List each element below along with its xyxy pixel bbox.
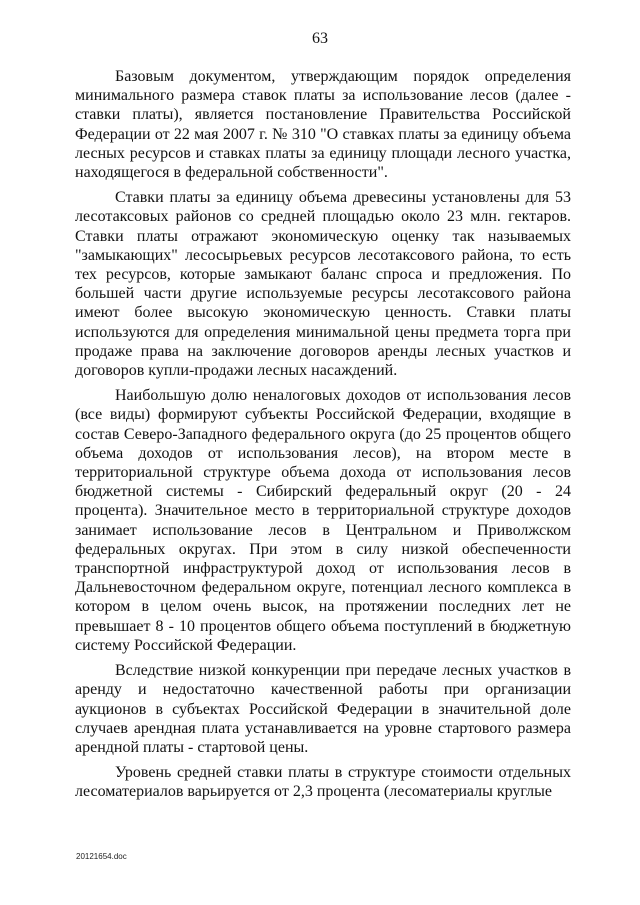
document-body	[75, 67, 571, 808]
paragraph-average-rate: Уровень средней ставки платы в структуре стоимости отдельных лесоматериалов варьируется от 2,3 процента (лесоматериалы круглые	[75, 764, 571, 801]
footer-document-code: 20121654.doc	[76, 852, 127, 861]
page-number: 63	[312, 30, 328, 47]
paragraph-volume-rates: Ставки платы за единицу объема древесины установлены для 53 лесотаксовых районов со средней площадью около 23 млн. гектаров. Ставки платы отражают экономическую оценку так называемых "замыкающих" лесосырьевых ресурсов лесотаксового района, то есть тех ресурсов, которые замыкают баланс спроса и предложения. По большей части другие используемые ресурсы лесотаксового района имеют более высокую экономическую ценность. Ставки платы используются для определения минимальной цены предмета торга при продаже права на заключение договоров аренды лесных участков и договоров купли-продажи лесных насаждений.	[75, 189, 571, 380]
paragraph-base-document: Базовым документом, утверждающим порядок определения минимального размера ставок платы за использование лесов (далее - ставки платы), является постановление Правительства Российской Федерации от 22 мая 2007 г. № 310 "О ставках платы за единицу объема лесных ресурсов и ставках платы за единицу площади лесного участка, находящегося в федеральной собственности".	[75, 68, 571, 182]
paragraph-low-competition: Вследствие низкой конкуренции при передаче лесных участков в аренду и недостаточно качественной работы при организации аукционов в субъектах Российской Федерации в значительной доле случаев арендная плата устанавливается на уровне стартового размера арендной платы - стартовой цены.	[75, 662, 571, 756]
paragraph-nontax-revenue: Наибольшую долю неналоговых доходов от использования лесов (все виды) формируют субъекты Российской Федерации, входящие в состав Северо-Западного федерального округа (до 25 процентов общего объема доходов от использования лесов), на втором месте в территориальной структуре объема дохода от использования лесов бюджетной системы - Сибирский федеральный округ (20 - 24 процента). Значительное место в территориальной структуре доходов занимает использование лесов в Центральном и Приволжском федеральных округах. При этом в силу низкой обеспеченности транспортной инфраструктурой доход от использования лесов в Дальневосточном федеральном округе, потенциал лесного комплекса в котором в целом очень высок, на протяжении последних лет не превышает 8 - 10 процентов общего объема поступлений в бюджетную систему Российской Федерации.	[75, 387, 571, 654]
